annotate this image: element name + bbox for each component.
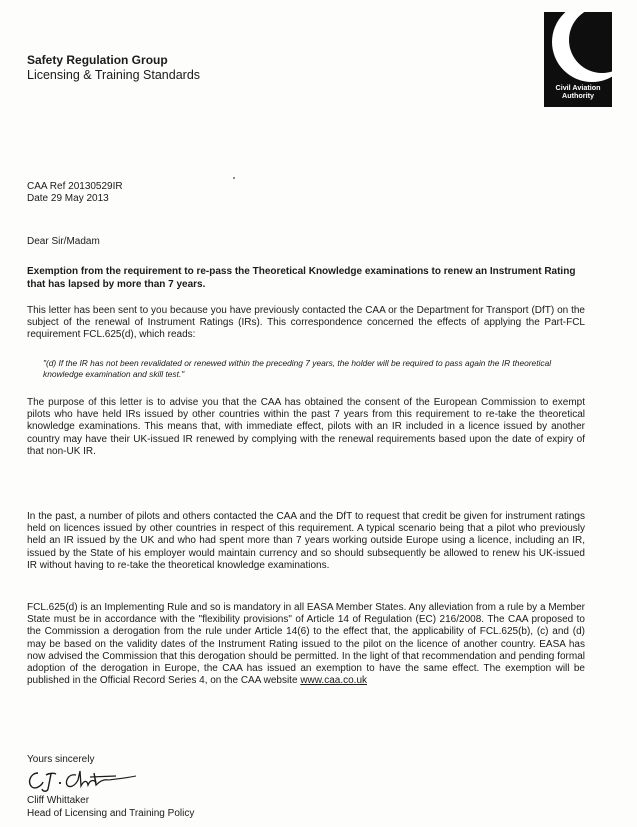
subject-heading: Exemption from the requirement to re-pass the Theoretical Knowledge examinations to renew an Instrument Rating that has lapsed by more than 7 years. xyxy=(27,266,576,290)
scan-speck xyxy=(233,177,235,179)
logo-line-2: Authority xyxy=(562,91,594,100)
signer-title: Head of Licensing and Training Policy xyxy=(27,808,195,819)
caa-logo xyxy=(544,12,612,107)
caa-reference: CAA Ref 20130529IR xyxy=(27,181,123,192)
logo-line-1: Civil Aviation xyxy=(555,83,601,92)
closing: Yours sincerely xyxy=(27,754,95,765)
paragraph-4 xyxy=(27,602,585,687)
salutation: Dear Sir/Madam xyxy=(27,236,100,247)
paragraph-2: The purpose of this letter is to advise you that the CAA has obtained the consent of the European Commission to exempt pilots who have held IRs issued by other countries within the past 7 years from this requirement to re-take the theoretical knowledge examinations. This means that, with immediate effect, pilots with an IR included in a licence issued by another country may have their UK-issued IR renewed by complying with the renewal requirements based upon the date of expiry of that non-UK IR. xyxy=(27,397,585,457)
sender-unit: Licensing & Training Standards xyxy=(27,68,201,82)
quoted-requirement: "(d) If the IR has not been revalidated or renewed within the preceding 7 years, the holder will be required to pass again the IR theoretical knowledge examination and skill test." xyxy=(43,358,552,379)
signer-name: Cliff Whittaker xyxy=(27,795,90,806)
letter-date: Date 29 May 2013 xyxy=(27,193,109,204)
sender-group: Safety Regulation Group xyxy=(27,53,168,67)
paragraph-1: This letter has been sent to you because you have previously contacted the CAA or the Department for Transport (DfT) on the subject of the renewal of Instrument Ratings (IRs). This correspondence concerned the effects of applying the Part-FCL requirement FCL.625(d), which reads: xyxy=(27,305,585,341)
handwritten-signature xyxy=(24,767,144,793)
paragraph-3: In the past, a number of pilots and others contacted the CAA and the DfT to request that credit be given for instrument ratings held on licences issued by other countries in respect of this requirement. A typical scenario being that a pilot who previously held an IR issued by the UK and who had spent more than 7 years working outside Europe using a licence, including an IR, issued by the State of his employer would maintain currency and so should subsequently be allowed to renew his UK-issued IR without having to re-take the theoretical knowledge examinations. xyxy=(27,511,585,571)
paragraph-4-text: FCL.625(d) is an Implementing Rule and so is mandatory in all EASA Member States. Any alleviation from a rule by a Member State must be in accordance with the "flexibility provisions" of Article 14 of Regulation (EC) 216/2008. The CAA proposed to the Commission a derogation from the rule under Article 14(6) to the effect that, the applicability of FCL.625(b), (c) and (d) may be based on the validity dates of the Instrument Rating issued to the pilot on the licence of another country. EASA has now advised the Commission that this derogation should be permitted. In the light of that recommendation and pending formal adoption of the derogation in Europe, the CAA has issued an exemption to have the same effect. The exemption will be published in the Official Record Series 4, on the CAA website xyxy=(27,602,585,687)
caa-website-link[interactable]: www.caa.co.uk xyxy=(300,675,368,687)
reference-block xyxy=(27,181,123,205)
